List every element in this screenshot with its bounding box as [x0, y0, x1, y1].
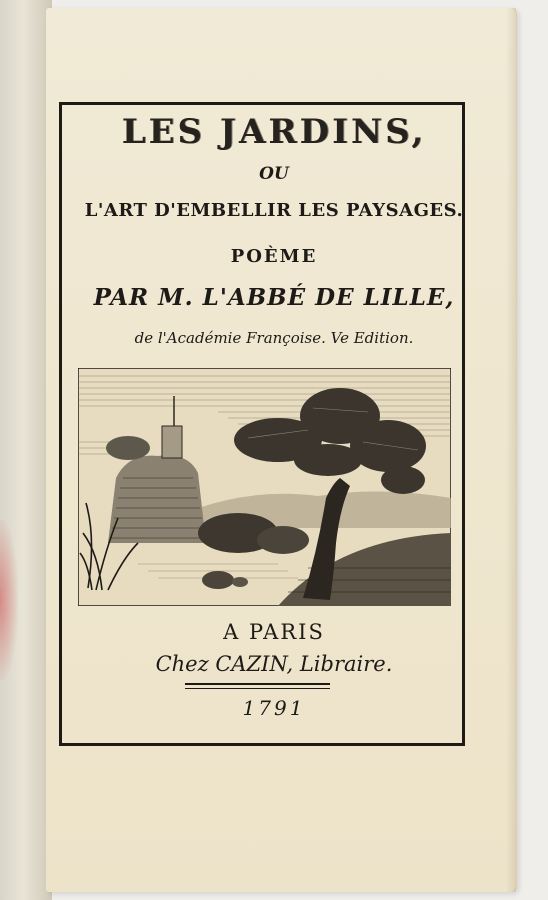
affiliation-line: de l'Académie Françoise. Ve Edition.: [134, 329, 414, 347]
genre-label: POÈME: [230, 246, 318, 267]
publication-year: 1791: [242, 696, 306, 720]
publisher-line: Chez CAZIN, Libraire.: [155, 652, 393, 676]
book-title: LES JARDINS,: [121, 112, 427, 152]
double-rule-divider: [185, 683, 330, 689]
landscape-engraving: [78, 368, 451, 606]
publication-place: A PARIS: [223, 620, 325, 644]
book-subtitle: L'ART D'EMBELLIR LES PAYSAGES.: [84, 200, 464, 221]
author-line: PAR M. L'ABBÉ DE LILLE,: [93, 284, 455, 311]
title-conjunction: OU: [259, 164, 289, 184]
